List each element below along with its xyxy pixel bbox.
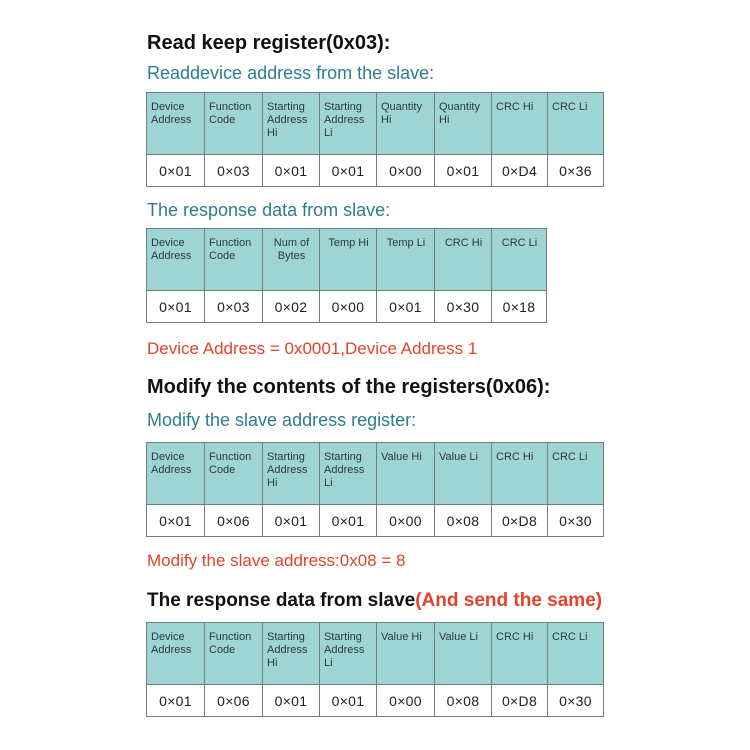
table-header-row xyxy=(147,623,604,685)
header-cell: CRC Hi xyxy=(492,93,548,155)
value-cell: 0×01 xyxy=(435,155,492,187)
header-cell: CRC Hi xyxy=(492,623,548,685)
value-cell: 0×D8 xyxy=(492,685,548,717)
value-cell: 0×01 xyxy=(263,155,320,187)
header-cell: Device Address xyxy=(147,93,205,155)
send-same-note: (And send the same) xyxy=(415,590,603,611)
header-cell: CRC Li xyxy=(548,443,604,505)
value-cell: 0×01 xyxy=(377,291,435,323)
table-value-row xyxy=(147,505,604,537)
value-cell: 0×01 xyxy=(263,685,320,717)
header-cell: Device Address xyxy=(147,229,205,291)
read-request-table xyxy=(146,92,604,187)
header-cell: Function Code xyxy=(205,443,263,505)
header-cell: CRC Li xyxy=(492,229,547,291)
value-cell: 0×00 xyxy=(377,505,435,537)
modify-request-subtitle: Modify the slave address register: xyxy=(147,410,417,430)
value-cell: 0×06 xyxy=(205,685,263,717)
value-cell: 0×36 xyxy=(548,155,604,187)
table-header-row xyxy=(147,443,604,505)
read-response-subtitle: The response data from slave: xyxy=(147,200,391,220)
header-cell: Num of Bytes xyxy=(263,229,320,291)
header-cell: Device Address xyxy=(147,623,205,685)
value-cell: 0×08 xyxy=(435,505,492,537)
device-address-note: Device Address = 0x0001,Device Address 1 xyxy=(147,339,478,358)
value-cell: 0×30 xyxy=(548,685,604,717)
value-cell: 0×00 xyxy=(320,291,377,323)
read-response-table xyxy=(146,228,547,323)
value-cell: 0×01 xyxy=(147,291,205,323)
header-cell: Function Code xyxy=(205,623,263,685)
value-cell: 0×D8 xyxy=(492,505,548,537)
header-cell: Starting Address Hi xyxy=(263,623,320,685)
value-cell: 0×01 xyxy=(320,505,377,537)
value-cell: 0×03 xyxy=(205,291,263,323)
value-cell: 0×01 xyxy=(320,685,377,717)
value-cell: 0×01 xyxy=(147,685,205,717)
header-cell: Device Address xyxy=(147,443,205,505)
header-cell: Quantity Hi xyxy=(377,93,435,155)
value-cell: 0×06 xyxy=(205,505,263,537)
header-cell: Starting Address Hi xyxy=(263,93,320,155)
value-cell: 0×30 xyxy=(548,505,604,537)
header-cell: Temp Hi xyxy=(320,229,377,291)
value-cell: 0×01 xyxy=(320,155,377,187)
value-cell: 0×01 xyxy=(147,155,205,187)
value-cell: 0×08 xyxy=(435,685,492,717)
header-cell: Value Hi xyxy=(377,623,435,685)
value-cell: 0×01 xyxy=(147,505,205,537)
header-cell: Starting Address Hi xyxy=(263,443,320,505)
header-cell: Value Hi xyxy=(377,443,435,505)
header-cell: Starting Address Li xyxy=(320,443,377,505)
value-cell: 0×03 xyxy=(205,155,263,187)
header-cell: Value Li xyxy=(435,623,492,685)
header-cell: Quantity Hi xyxy=(435,93,492,155)
value-cell: 0×00 xyxy=(377,155,435,187)
value-cell: 0×02 xyxy=(263,291,320,323)
value-cell: 0×30 xyxy=(435,291,492,323)
header-cell: Function Code xyxy=(205,93,263,155)
value-cell: 0×01 xyxy=(263,505,320,537)
value-cell: 0×D4 xyxy=(492,155,548,187)
modify-request-table xyxy=(146,442,604,537)
header-cell: Value Li xyxy=(435,443,492,505)
modify-response-table xyxy=(146,622,604,717)
table-value-row xyxy=(147,155,604,187)
modify-register-title: Modify the contents of the registers(0x06): xyxy=(147,376,551,398)
value-cell: 0×00 xyxy=(377,685,435,717)
table-header-row xyxy=(147,93,604,155)
read-register-title: Read keep register(0x03): xyxy=(147,32,391,54)
table-value-row xyxy=(147,685,604,717)
header-cell: CRC Hi xyxy=(492,443,548,505)
header-cell: Temp Li xyxy=(377,229,435,291)
modify-response-title: The response data from slave(And send the same) xyxy=(147,590,603,611)
header-cell: CRC Li xyxy=(548,623,604,685)
table-value-row xyxy=(147,291,547,323)
header-cell: Function Code xyxy=(205,229,263,291)
slave-address-note: Modify the slave address:0x08 = 8 xyxy=(147,551,406,570)
value-cell: 0×18 xyxy=(492,291,547,323)
header-cell: CRC Hi xyxy=(435,229,492,291)
header-cell: Starting Address Li xyxy=(320,623,377,685)
header-cell: CRC Li xyxy=(548,93,604,155)
header-cell: Starting Address Li xyxy=(320,93,377,155)
read-request-subtitle: Readdevice address from the slave: xyxy=(147,63,435,83)
table-header-row xyxy=(147,229,547,291)
